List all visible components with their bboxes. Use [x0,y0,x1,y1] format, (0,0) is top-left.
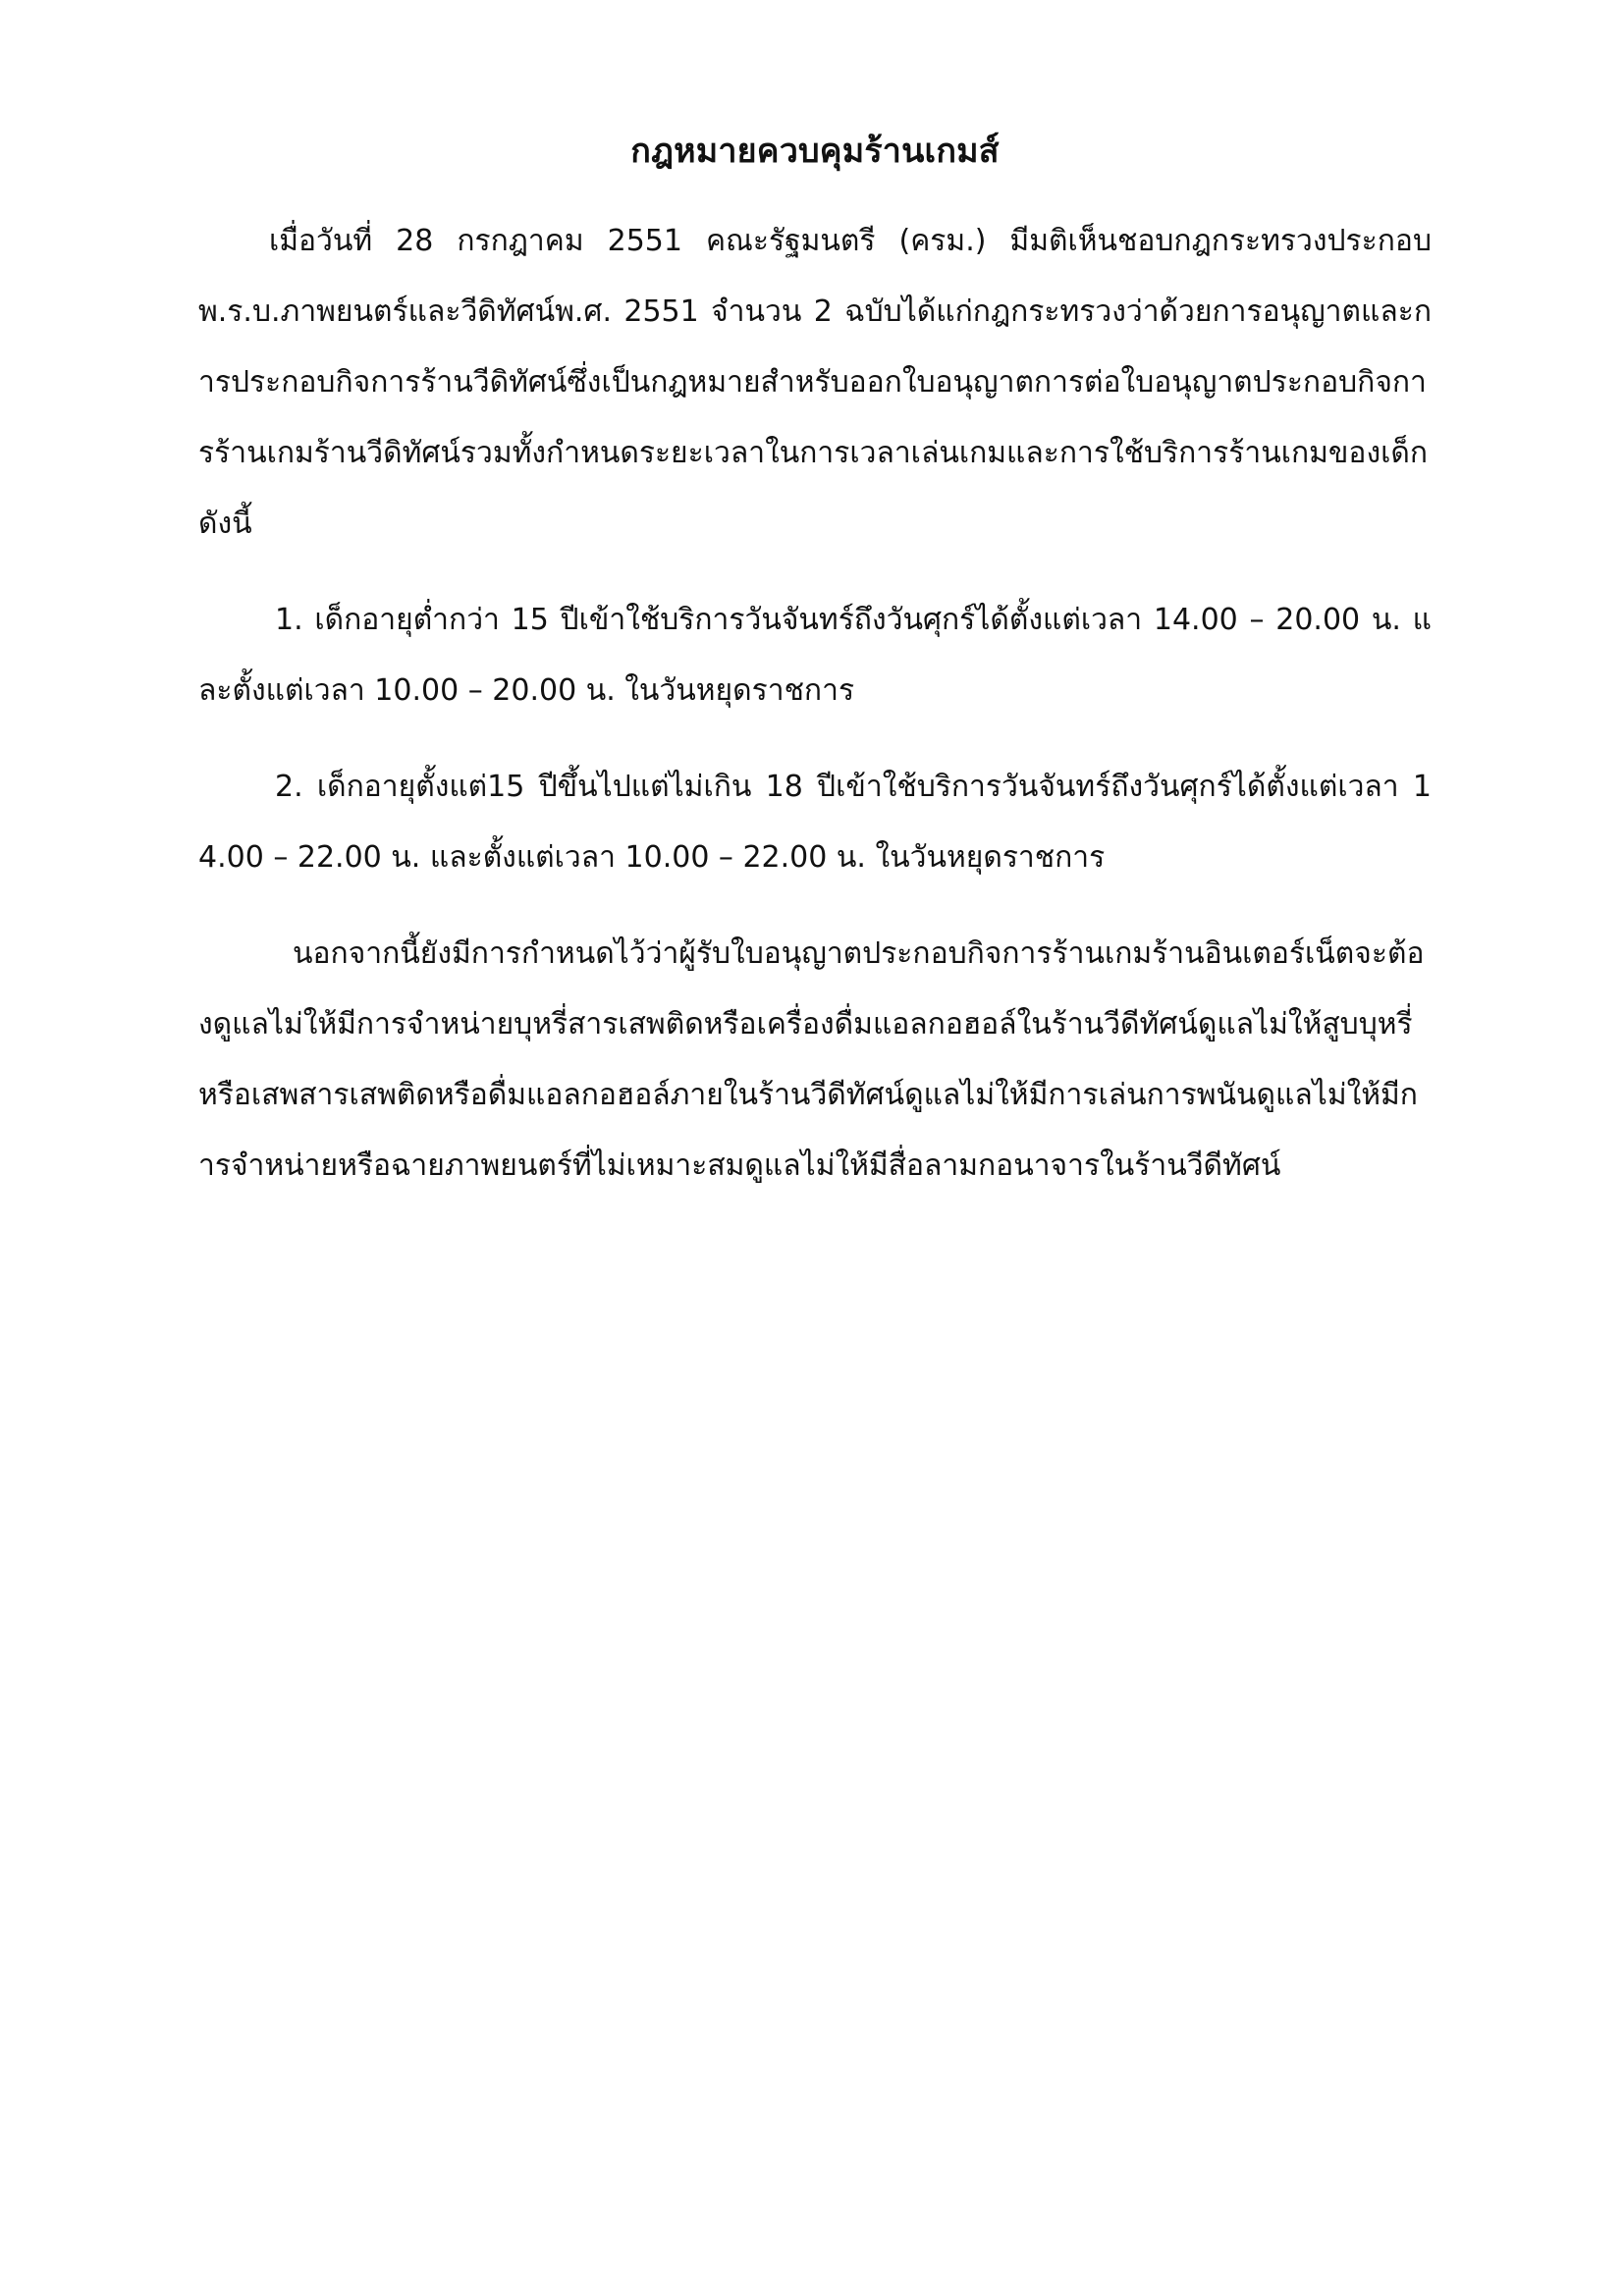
document-body [198,116,1432,1227]
rule-item-1: 1. เด็กอายุต่ำกว่า 15 ปีเข้าใช้บริการวันจันทร์ถึงวันศุกร์ได้ตั้งแต่เวลา 14.00 – 20.00 น. และตั้งแต่เวลา 10.00 – 20.00 น. ในวันหยุดราชการ [198,603,1432,708]
closing-paragraph: นอกจากนี้ยังมีการกำหนดไว้ว่าผู้รับใบอนุญาตประกอบกิจการร้านเกมร้านอินเตอร์เน็ตจะต้องดูแลไม่ให้มีการจำหน่ายบุหรี่สารเสพติดหรือเครื่องดื่มแอลกอฮอล์ในร้านวีดีทัศน์ดูแลไม่ให้สูบบุหรี่หรือเสพสารเสพติดหรือดื่มแอลกอฮอล์ภายในร้านวีดีทัศน์ดูแลไม่ให้มีการเล่นการพนันดูแลไม่ให้มีการจำหน่ายหรือฉายภาพยนตร์ที่ไม่เหมาะสมดูแลไม่ให้มีสื่อลามกอนาจารในร้านวีดีทัศน์ [198,936,1425,1183]
intro-paragraph: เมื่อวันที่ 28 กรกฎาคม 2551 คณะรัฐมนตรี (ครม.) มีมติเห็นชอบกฎกระทรวงประกอบ พ.ร.บ.ภาพยนตร์และวีดิทัศน์พ.ศ. 2551 จำนวน 2 ฉบับได้แก่กฎกระทรวงว่าด้วยการอนุญาตและการประกอบกิจการร้านวีดิทัศน์ซึ่งเป็นกฎหมายสำหรับออกใบอนุญาตการต่อใบอนุญาตประกอบกิจการร้านเกมร้านวีดิทัศน์รวมทั้งกำหนดระยะเวลาในการเวลาเล่นเกมและการใช้บริการร้านเกมของเด็กดังนี้ [198,224,1432,541]
rule-item-2: 2. เด็กอายุตั้งแต่15 ปีขึ้นไปแต่ไม่เกิน 18 ปีเข้าใช้บริการวันจันทร์ถึงวันศุกร์ได้ตั้งแต่เวลา 14.00 – 22.00 น. และตั้งแต่เวลา 10.00 – 22.00 น. ในวันหยุดราชการ [198,770,1432,875]
document-title: กฎหมายควบคุมร้านเกมส์ [630,132,1000,171]
